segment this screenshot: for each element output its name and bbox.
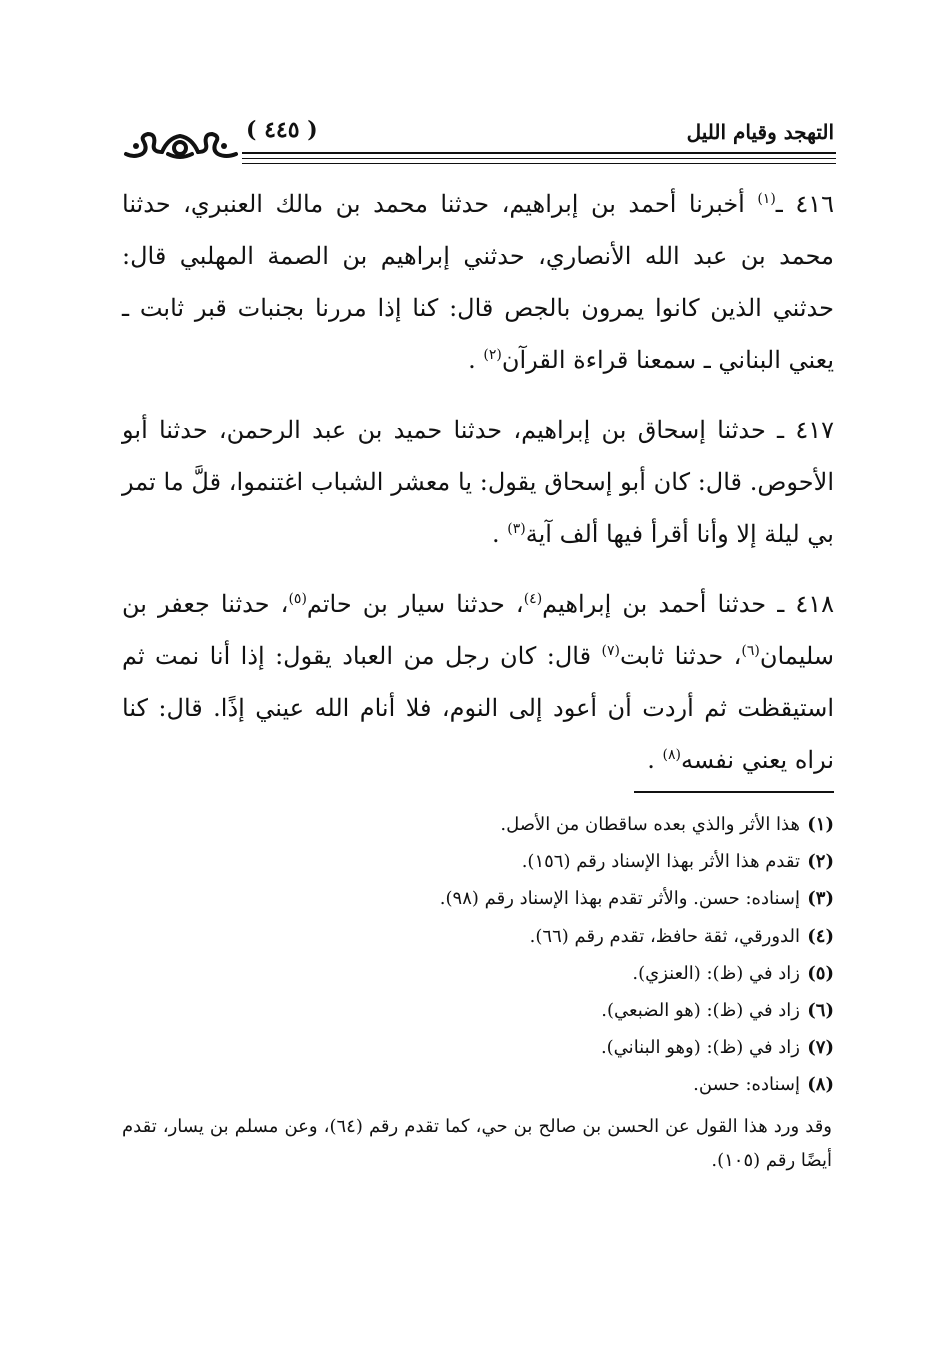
paragraph-text: ٤١٨ ـ حدثنا أحمد بن إبراهيم: [542, 590, 835, 618]
footnote-text: هذا الأثر والذي بعده ساقطان من الأصل.: [500, 814, 800, 835]
header-rule: [242, 158, 836, 159]
footnote-text: إسناده: حسن.: [693, 1074, 800, 1096]
footnote-text: زاد في (ظ): (العنزي).: [632, 962, 800, 984]
footnote-item: [122, 955, 834, 992]
footnote-number: (٦): [807, 999, 834, 1021]
paragraph-text: ، حدثنا ثابت: [619, 642, 742, 670]
footnote-number: (٣): [807, 888, 834, 910]
paragraph-416: [122, 178, 834, 386]
footnote-item: [122, 806, 834, 843]
paragraph-text: .: [468, 346, 484, 374]
paragraph-text: أخبرنا أحمد بن إبراهيم، حدثنا محمد بن مالك العنبري، حدثنا محمد بن عبد الله الأنصاري، حدثني إبراهيم بن الصمة المهلبي قال: حدثني الذين كانوا يمرون بالجص قال: كنا إذا مررنا بجنبات قبر ثابت ـ يعني البناني ـ سمعنا قراءة القرآن: [122, 190, 834, 374]
paragraph-417: [122, 404, 834, 560]
footnote-reference: (١): [757, 191, 776, 207]
footnote-reference: (٣): [507, 521, 526, 537]
paragraph-418: [122, 578, 834, 786]
footnote-reference: (٤): [523, 591, 543, 607]
footnote-reference: (٧): [601, 643, 620, 659]
footnote-reference: (٨): [662, 747, 681, 763]
footnote-text: زاد في (ظ): (هو الضبعي).: [601, 999, 800, 1021]
footnote-number: (١): [807, 814, 834, 835]
paragraph-text: ٤١٧ ـ حدثنا إسحاق بن إبراهيم، حدثنا حميد بن عبد الرحمن، حدثنا أبو الأحوص. قال: كان أبو إسحاق يقول: يا معشر الشباب اغتنموا، قلَّ ما تمر بي ليلة إلا وأنا أقرأ فيها ألف آية: [122, 416, 834, 548]
footnote-text: تقدم هذا الأثر بهذا الإسناد رقم (١٥٦).: [521, 851, 800, 873]
footnote-number: (٥): [807, 962, 834, 984]
header-rule: [242, 163, 836, 164]
footnote-item: [122, 992, 834, 1029]
footnote-continuation: وقد ورد هذا القول عن الحسن بن صالح بن حي، كما تقدم رقم (٦٤)، وعن مسلم بن يسار، تقدم أيضًا رقم (١٠٥).: [122, 1115, 832, 1171]
paragraph-text: قال: كان رجل من العباد يقول: إذا أنا نمت ثم استيقظت ثم أردت أن أعود إلى النوم، فلا أنام الله عيني إذًا. قال: كنا نراه يعني نفسه: [122, 642, 834, 774]
paragraph-text: ، حدثنا جعفر بن سليمان: [122, 590, 834, 670]
header-ornament-icon: [122, 124, 240, 164]
running-title: التهجد وقيام الليل: [686, 120, 834, 144]
footnote-number: (٤): [807, 925, 834, 947]
footnote-number: (٢): [807, 851, 834, 873]
header-rule: [242, 152, 836, 154]
paragraph-text: .: [492, 520, 508, 548]
footnote-text: زاد في (ظ): (وهو البناني).: [600, 1037, 800, 1059]
footnote-text: إسناده: حسن. والأثر تقدم بهذا الإسناد رقم (٩٨).: [439, 888, 800, 910]
footnote-number: (٧): [807, 1037, 834, 1059]
footnote-number: (٨): [807, 1074, 834, 1096]
footnote-item: [122, 1029, 834, 1066]
paragraph-text: .: [647, 746, 663, 774]
footnote-reference: (٢): [483, 347, 502, 363]
footnote-item: [122, 843, 834, 880]
paragraph-text: ٤١٦ ـ: [775, 190, 834, 218]
footnote-reference: (٥): [288, 591, 307, 607]
footnote-item: [122, 918, 834, 955]
footnote-text: الدورقي، ثقة حافظ، تقدم رقم (٦٦).: [529, 925, 800, 947]
paragraph-text: ، حدثنا سيار بن حاتم: [306, 590, 524, 618]
footnote-item: [122, 880, 834, 917]
page-number: ( ٤٤٥ ): [246, 117, 318, 143]
footnote-item: [122, 1066, 834, 1103]
footnotes: [122, 806, 834, 1178]
main-text: [122, 178, 834, 804]
footnote-reference: (٦): [741, 643, 760, 659]
footnote-separator: [634, 791, 834, 793]
